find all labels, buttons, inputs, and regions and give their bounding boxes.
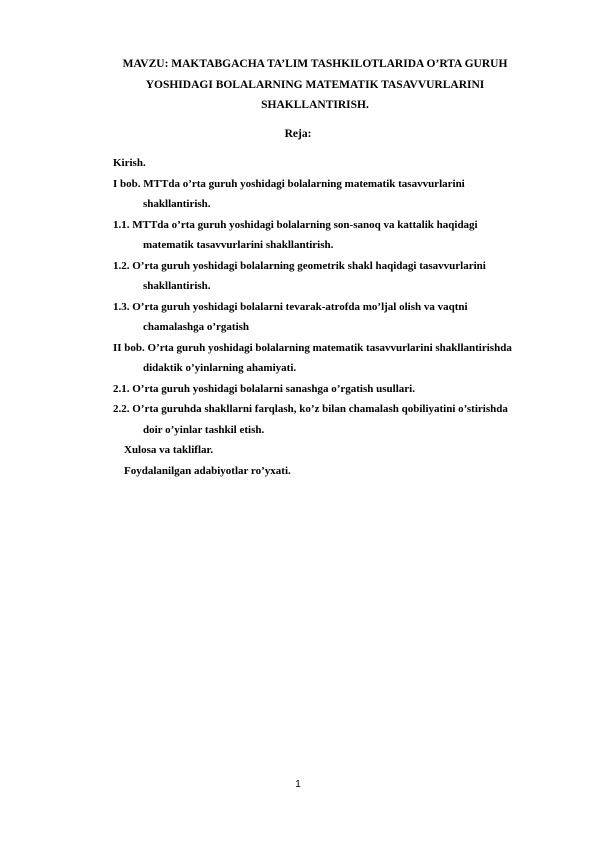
toc-entry-chapter-2: II bob. O’rta guruh yoshidagi bolalarning matematik tasavvurlarini shakllantirishda [113,341,512,354]
toc-entry-2-2: 2.2. O’rta guruhda shakllarni farqlash, ko’z bilan chamalash qobiliyatini o’stirishda [113,403,508,415]
toc-entry-1-3-cont: chamalashga o’rgatish [143,321,250,333]
plan-heading: Reja: [284,128,312,140]
title-line: MAVZU: MAKTABGACHA TA’LIM TASHKILOTLARIDA O’RTA GURUH [122,58,508,70]
toc-entry-1-1: 1.1. MTTda o’rta guruh yoshidagi bolalarning son-sanoq va kattalik haqidagi [113,218,478,231]
document-title [100,54,530,116]
page-number: 1 [295,779,301,790]
toc-entry-introduction: Kirish. [113,157,146,169]
toc-entry-2-1: 2.1. O’rta guruh yoshidagi bolalarni sanashga o’rgatish usullari. [113,382,415,395]
toc-entry-1-1-cont: matematik tasavvurlarini shakllantirish. [143,239,334,251]
title-line: YOSHIDAGI BOLALARNING MATEMATIK TASAVVURLARINI [145,78,485,91]
toc-entry-references: Foydalanilgan adabiyotlar ro’yxati. [124,464,291,477]
title-line: SHAKLLANTIRISH. [261,99,369,111]
toc-entry-chapter-1: I bob. MTTda o’rta guruh yoshidagi bolalarning matematik tasavvurlarini [113,177,465,190]
toc-entry-1-2: 1.2. O’rta guruh yoshidagi bolalarning geometrik shakl haqidagi tasavvurlarini [113,259,486,272]
toc-entry-1-2-cont: shakllantirish. [143,280,211,292]
toc-entry-2-2-cont: doir o’yinlar tashkil etish. [143,423,265,436]
toc-entry-chapter-2-cont: didaktik o’yinlarning ahamiyati. [143,362,297,374]
toc-entry-1-3: 1.3. O’rta guruh yoshidagi bolalarni tevarak-atrofda mo’ljal olish va vaqtni [113,300,468,313]
toc-entry-chapter-1-cont: shakllantirish. [143,198,211,210]
toc-entry-conclusion: Xulosa va takliflar. [124,444,214,456]
